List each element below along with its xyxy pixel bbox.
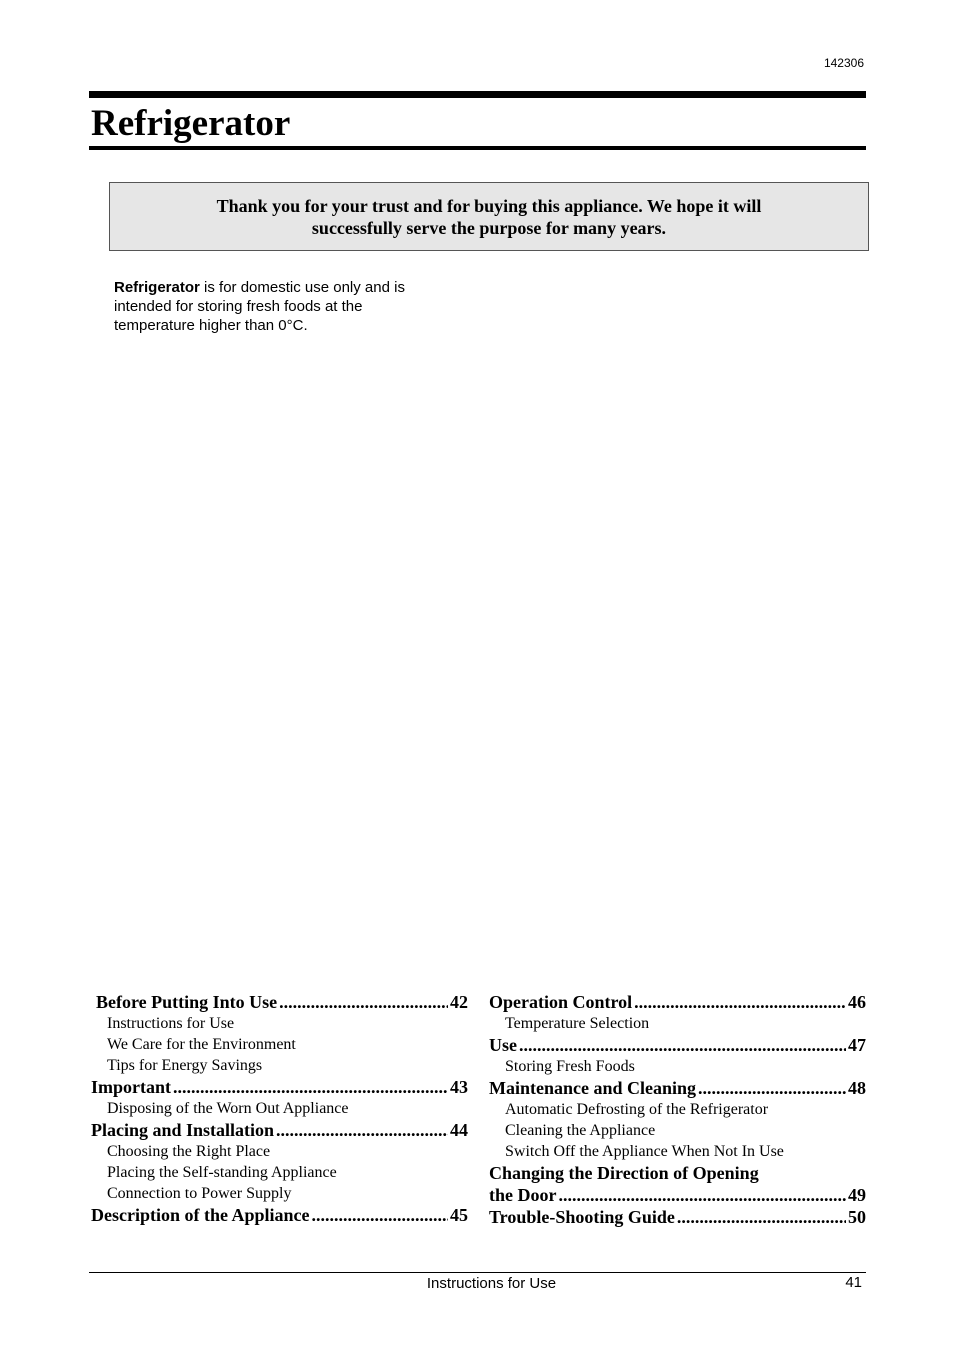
toc-entry-title: Operation Control — [489, 992, 633, 1012]
toc-leader — [312, 1204, 449, 1226]
intro-paragraph — [114, 278, 444, 335]
toc-page-number: 48 — [848, 1078, 866, 1098]
toc-leader — [634, 991, 846, 1013]
toc-leader — [558, 1184, 846, 1206]
toc-leader — [677, 1206, 846, 1228]
title-block — [89, 91, 866, 150]
toc-entry-title-line[interactable]: Changing the Direction of Opening — [489, 1163, 759, 1183]
toc-entry[interactable] — [91, 1119, 468, 1141]
thank-you-text: Thank you for your trust and for buying this appliance. We hope it will successfully serve the purpose for many years. — [216, 195, 762, 238]
toc-left-column — [91, 991, 468, 1226]
toc-subentry: Automatic Defrosting of the Refrigerator — [505, 1101, 769, 1118]
toc-leader — [173, 1076, 448, 1098]
toc-entry-title: Maintenance and Cleaning — [489, 1078, 697, 1098]
toc-entry[interactable] — [489, 1206, 866, 1228]
toc-entry-title: Trouble-Shooting Guide — [489, 1207, 675, 1227]
thank-you-box — [109, 182, 869, 251]
toc-subentry: Placing the Self-standing Appliance — [107, 1164, 337, 1181]
document-code: 142306 — [823, 56, 864, 70]
toc-entry-title: Description of the Appliance — [91, 1205, 310, 1225]
toc-page-number: 43 — [450, 1077, 468, 1097]
toc-page-number: 42 — [450, 992, 468, 1012]
page-number: 41 — [845, 1274, 862, 1291]
toc-entry[interactable] — [91, 1076, 468, 1098]
toc-page-number: 49 — [848, 1185, 866, 1205]
toc-leader — [276, 1119, 448, 1141]
toc-page-number: 46 — [848, 992, 866, 1012]
toc-page-number: 47 — [848, 1035, 866, 1055]
toc-entry-title: Placing and Installation — [91, 1120, 275, 1140]
toc-entry-title: the Door — [489, 1185, 557, 1205]
toc-entry-title: Use — [489, 1035, 517, 1055]
toc-entry[interactable] — [96, 991, 468, 1013]
toc-subentry: Choosing the Right Place — [107, 1143, 271, 1160]
toc-entry-title: Before Putting Into Use — [96, 992, 278, 1012]
toc-page-number: 45 — [450, 1205, 468, 1225]
toc-subentry: Disposing of the Worn Out Appliance — [107, 1100, 349, 1117]
toc-leader — [519, 1034, 846, 1056]
toc-leader — [279, 991, 448, 1013]
toc-entry[interactable] — [91, 1204, 468, 1226]
toc-subentry: Instructions for Use — [107, 1015, 235, 1032]
toc-subentry: Storing Fresh Foods — [505, 1058, 635, 1075]
toc-subentry: Switch Off the Appliance When Not In Use — [505, 1143, 784, 1160]
intro-text: is for domestic use only and is intended for storing fresh foods at the temperature higher than 0°C. — [114, 279, 405, 334]
toc-right-column — [489, 991, 866, 1228]
toc-subentry: Temperature Selection — [505, 1015, 650, 1032]
toc-page-number: 50 — [848, 1207, 866, 1227]
page-title: Refrigerator — [91, 103, 291, 144]
toc-entry[interactable] — [489, 991, 866, 1013]
footer-divider — [89, 1272, 866, 1273]
toc-subentry: Connection to Power Supply — [107, 1185, 292, 1202]
toc-leader — [698, 1077, 846, 1099]
intro-bold-term: Refrigerator — [114, 279, 200, 296]
toc-entry[interactable] — [489, 1034, 866, 1056]
toc-entry[interactable] — [489, 1077, 866, 1099]
toc-subentry: We Care for the Environment — [107, 1036, 296, 1053]
toc-entry[interactable] — [489, 1184, 866, 1206]
toc-page-number: 44 — [450, 1120, 468, 1140]
toc-entry-title: Important — [91, 1077, 171, 1097]
toc-subentry: Tips for Energy Savings — [107, 1057, 263, 1074]
toc-subentry: Cleaning the Appliance — [505, 1122, 656, 1139]
footer-text: Instructions for Use — [426, 1275, 557, 1292]
